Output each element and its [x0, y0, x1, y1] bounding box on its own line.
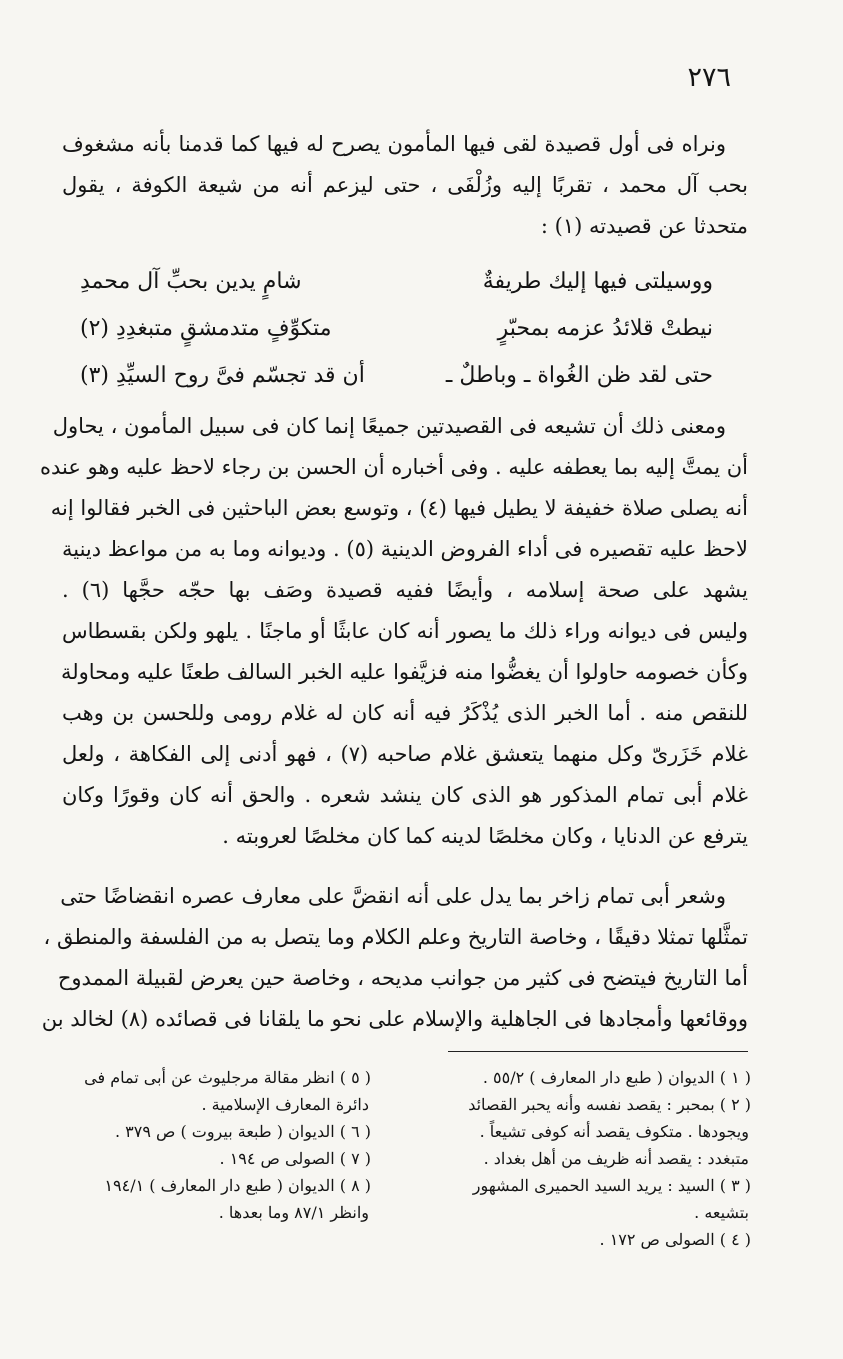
page-number: ٢٧٦ — [687, 62, 731, 93]
paragraph-3 — [41, 876, 748, 1040]
text-line: وكأن خصومه حاولوا أن يغضُّوا منه فزيَّفوا عليه الخبر السالف طعنًا عليه ومحاولة — [60, 660, 748, 684]
text-line: بحب آل محمد ، تقربًا إليه وزُلْفَى ، حتى ليزعم أنه من شيعة الكوفة ، يقول — [62, 173, 748, 197]
footnote: ( ١ ) الديوان ( طبع دار المعارف ) ٥٥/٢ . — [482, 1068, 751, 1087]
footnote-continuation: ويجودها . متكوف يقصد أنه كوفى تشيعاً . — [479, 1122, 749, 1141]
verse-second-hemistich: أن قد تجسّم فىَّ روح السيِّدِ (٣) — [80, 363, 365, 388]
text-line: متحدثا عن قصيدته (١) : — [540, 214, 748, 238]
footnote: ( ٢ ) بمحبر : يقصد نفسه وأنه يحبر القصائد — [468, 1095, 751, 1114]
text-line: يشهد على صحة إسلامه ، وأيضًا ففيه قصيدة وصَف بها حجّه حجَّها (٦) . — [62, 578, 748, 602]
footnotes-right-column — [439, 1064, 751, 1253]
text-line: غلام خَزَرىّ وكل منهما يتعشق غلام صاحبه (٧) ، فهو أدنى إلى الفكاهة ، ولعل — [62, 742, 749, 766]
text-line: لاحظ عليه تقصيره فى أداء الفروض الدينية (٥) . وديوانه وما به من مواعظ دينية — [62, 537, 748, 561]
footnote-continuation: بتشيعه . — [694, 1203, 749, 1222]
paragraph-2 — [39, 406, 749, 857]
text-line: أنه يصلى صلاة خفيفة لا يطيل فيها (٤) ، وتوسع بعض الباحثين فى الخبر فقالوا إنه — [50, 496, 748, 520]
footnote: ( ٤ ) الصولى ص ١٧٢ . — [599, 1230, 751, 1249]
verse-second-hemistich: شامٍ يدين بحبِّ آل محمدِ — [80, 269, 302, 294]
footnote: ( ٥ ) انظر مقالة مرجليوث عن أبى تمام فى — [84, 1068, 371, 1087]
verse-line — [80, 305, 713, 352]
footnote-continuation: وانظر ٨٧/١ وما بعدها . — [218, 1203, 369, 1222]
text-line: للنقص منه . أما الخبر الذى يُذْكَرُ فيه أنه كان له غلام رومى وللحسن بن وهب — [62, 701, 748, 725]
text-line: ونراه فى أول قصيدة لقى فيها المأمون يصرح له فيها كما قدمنا بأنه مشغوف — [62, 132, 726, 156]
poem-verses — [80, 258, 713, 399]
footnote: ( ٧ ) الصولى ص ١٩٤ . — [219, 1149, 371, 1168]
text-line: أن يمتَّ إليه بما يعطفه عليه . وفى أخباره أن الحسن بن رجاء لاحظ عليه وهو عنده — [39, 455, 748, 479]
text-line: أما التاريخ فيتضح فى كثير من جوانب مديحه ، وخاصة حين يعرض لقبيلة الممدوح — [57, 966, 748, 990]
text-line: غلام أبى تمام المذكور هو الذى كان ينشد شعره . والحق أنه كان وقورًا وكان — [62, 783, 748, 807]
verse-second-hemistich: متكوِّفٍ متدمشقٍ متبغدِدِ (٢) — [80, 316, 332, 341]
text-line: يترفع عن الدنايا ، وكان مخلصًا لدينه كما كان مخلصًا لعروبته . — [222, 824, 748, 848]
text-line: ومعنى ذلك أن تشيعه فى القصيدتين جميعًا إنما كان فى سبيل المأمون ، يحاول — [52, 414, 726, 438]
footnote: ( ٣ ) السيد : يريد السيد الحميرى المشهور — [472, 1176, 751, 1195]
footnote: ( ٨ ) الديوان ( طبع دار المعارف ) ١٩٤/١ — [104, 1176, 371, 1195]
verse-first-hemistich: حتى لقد ظن الغُواة ـ وباطلٌ ـ — [445, 363, 713, 388]
verse-first-hemistich: ووسيلتى فيها إليك طريفةٌ — [482, 269, 713, 294]
text-line: تمثَّلها تمثلا دقيقًا ، وخاصة التاريخ وعلم الكلام وما يتصل به من الفلسفة والمنطق ، — [43, 925, 748, 949]
verse-first-hemistich: نيطتْ قلائدُ عزمه بمحبّرٍ — [497, 316, 713, 341]
text-line: وليس فى ديوانه وراء ذلك ما يصور أنه كان عابثًا أو ماجنًا . يلهو ولكن بقسطاس — [62, 619, 748, 643]
footnotes-left-column — [41, 1064, 371, 1226]
text-line: ووقائعها وأمجادها فى الجاهلية والإسلام على نحو ما يلقانا فى قصائده (٨) لخالد بن — [41, 1007, 748, 1031]
verse-line — [80, 258, 713, 305]
verse-line — [80, 352, 713, 399]
footnote-continuation: متبغدد : يقصد أنه ظريف من أهل بغداد . — [483, 1149, 749, 1168]
paragraph-1 — [62, 124, 748, 247]
footnote-divider — [448, 1051, 748, 1052]
footnote: ( ٦ ) الديوان ( طبعة بيروت ) ص ٣٧٩ . — [114, 1122, 371, 1141]
text-line: وشعر أبى تمام زاخر بما يدل على أنه انقضَّ على معارف عصره انقضاضًا حتى — [60, 884, 726, 908]
footnote-continuation: دائرة المعارف الإسلامية . — [201, 1095, 369, 1114]
